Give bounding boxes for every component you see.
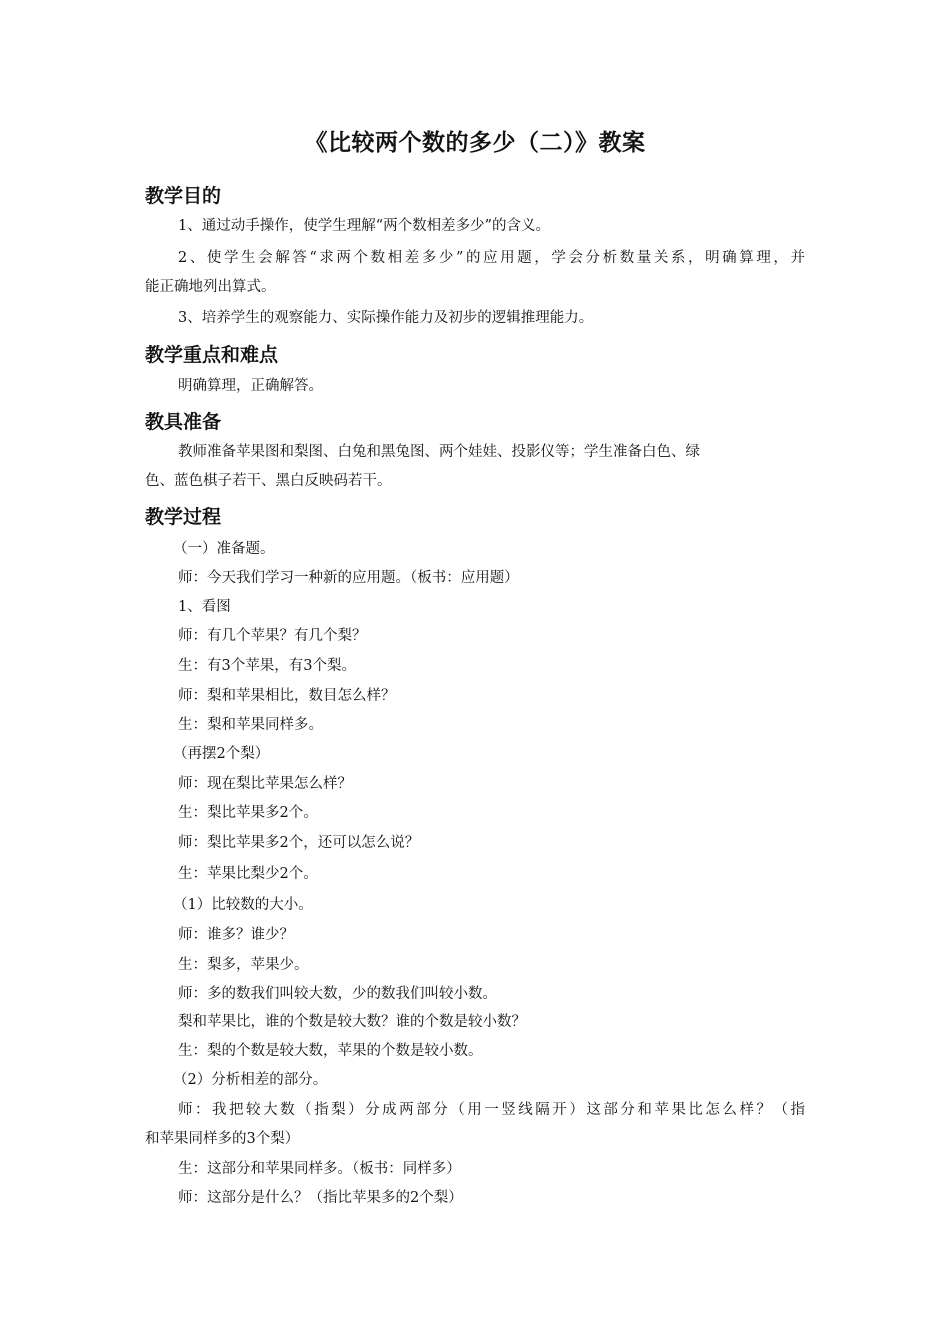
process-line: 和苹果同样多的3个梨） bbox=[145, 1131, 300, 1147]
tools-line-1: 教师准备苹果图和梨图、白兔和黑兔图、两个娃娃、投影仪等；学生准备白色、绿 bbox=[178, 444, 700, 460]
heading-process: 教学过程 bbox=[145, 506, 222, 528]
process-line: 生：这部分和苹果同样多。（板书：同样多） bbox=[178, 1161, 461, 1177]
process-line: 生：梨多，苹果少。 bbox=[178, 957, 309, 973]
objective-item-2: 2、使学生会解答“求两个数相差多少”的应用题，学会分析数量关系，明确算理，并 bbox=[178, 250, 805, 266]
process-line: 师：梨和苹果相比，数目怎么样？ bbox=[178, 688, 396, 704]
process-line: 师：梨比苹果多2个，还可以怎么说？ bbox=[178, 835, 420, 851]
process-line: 生：有3个苹果，有3个梨。 bbox=[178, 658, 356, 674]
objective-item-1: 1、通过动手操作，使学生理解“两个数相差多少”的含义。 bbox=[178, 218, 551, 234]
process-line: 师：多的数我们叫较大数，少的数我们叫较小数。 bbox=[178, 986, 497, 1002]
process-line: 师：我把较大数（指梨）分成两部分（用一竖线隔开）这部分和苹果比怎么样？（指 bbox=[178, 1102, 805, 1118]
process-line: 梨和苹果比，谁的个数是较大数？谁的个数是较小数？ bbox=[178, 1014, 526, 1030]
process-line: 生：梨比苹果多2个。 bbox=[178, 805, 318, 821]
process-line: 师：谁多？谁少？ bbox=[178, 927, 294, 943]
process-line: 师：有几个苹果？有几个梨？ bbox=[178, 628, 367, 644]
process-line: 师：这部分是什么？（指比苹果多的2个梨） bbox=[178, 1190, 463, 1206]
process-line: （一）准备题。 bbox=[173, 541, 275, 557]
objective-item-3: 3、培养学生的观察能力、实际操作能力及初步的逻辑推理能力。 bbox=[178, 310, 594, 326]
heading-tools: 教具准备 bbox=[145, 411, 222, 433]
process-line: （2）分析相差的部分。 bbox=[173, 1072, 328, 1088]
process-line: 师：今天我们学习一种新的应用题。（板书：应用题） bbox=[178, 570, 519, 586]
process-line: 生：梨的个数是较大数，苹果的个数是较小数。 bbox=[178, 1043, 483, 1059]
document-title: 《比较两个数的多少（二）》教案 bbox=[304, 130, 646, 156]
heading-key-points: 教学重点和难点 bbox=[145, 344, 279, 366]
process-line: 生：苹果比梨少2个。 bbox=[178, 866, 318, 882]
process-line: 1、看图 bbox=[178, 599, 231, 615]
objective-item-2-cont: 能正确地列出算式。 bbox=[145, 279, 276, 295]
process-line: （1）比较数的大小。 bbox=[173, 897, 313, 913]
process-line: 师：现在梨比苹果怎么样？ bbox=[178, 776, 352, 792]
process-line: （再摆2个梨） bbox=[173, 746, 270, 762]
tools-line-2: 色、蓝色棋子若干、黑白反映码若干。 bbox=[145, 473, 392, 489]
key-points-text: 明确算理，正确解答。 bbox=[178, 378, 323, 394]
process-line: 生：梨和苹果同样多。 bbox=[178, 717, 323, 733]
heading-objectives: 教学目的 bbox=[145, 185, 222, 207]
